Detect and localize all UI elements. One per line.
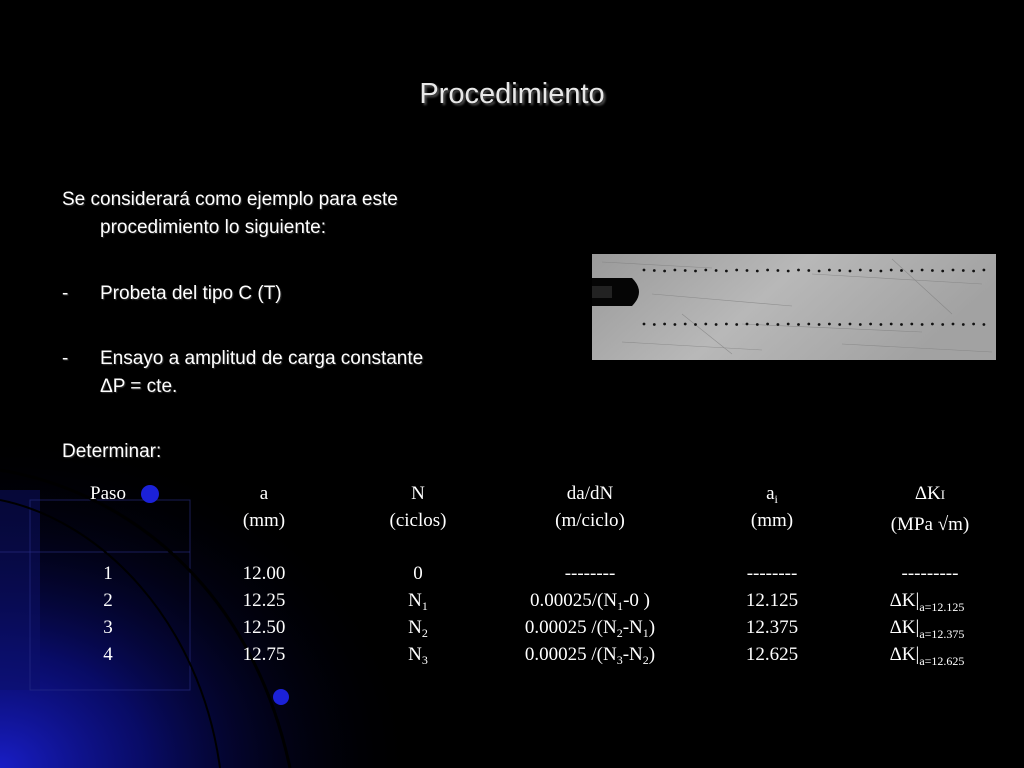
bullet-text: Ensayo a amplitud de carga constante — [100, 348, 424, 369]
specimen-hole-dot — [828, 323, 831, 326]
bullet-text-2: ΔP = cte. — [100, 376, 178, 397]
specimen-hole-dot — [684, 269, 687, 272]
specimen-hole-dot — [818, 323, 821, 326]
specimen-hole-dot — [890, 323, 893, 326]
specimen-hole-dot — [756, 323, 759, 326]
specimen-hole-dot — [859, 269, 862, 272]
specimen-hole-dot — [931, 323, 934, 326]
cell-a: 12.00 — [242, 563, 286, 584]
specimen-hole-dot — [849, 323, 852, 326]
cell-dk: $\Delta K|_{a=12.375}$ — [889, 617, 965, 641]
cell-n: $N_3$ — [408, 644, 428, 667]
cell-ai: -------- — [746, 563, 798, 584]
bullet-dash: - — [62, 283, 69, 304]
header-dk-unit: (MPa √m) — [890, 514, 970, 535]
specimen-hole-dot — [972, 270, 975, 273]
specimen-hole-dot — [962, 269, 965, 272]
specimen-photo — [592, 254, 996, 360]
intro-paragraph — [62, 186, 532, 242]
specimen-hole-dot — [725, 323, 728, 326]
specimen-hole-dot — [880, 270, 883, 273]
specimen-hole-dot — [643, 269, 646, 272]
specimen-hole-dot — [983, 323, 986, 326]
deco-dot — [273, 689, 289, 705]
header-paso: Paso — [90, 483, 126, 504]
specimen-hole-dot — [663, 270, 666, 273]
cell-dadn: 0.00025 $/(N_2-N_1)$ — [524, 617, 656, 640]
specimen-hole-dot — [694, 323, 697, 326]
cell-n: $N_1$ — [408, 590, 428, 613]
specimen-hole-dot — [880, 323, 883, 326]
specimen-hole-dot — [704, 269, 707, 272]
specimen-hole-dot — [725, 270, 728, 273]
specimen-hole-dot — [756, 270, 759, 273]
specimen-hole-dot — [849, 270, 852, 273]
specimen-hole-dot — [715, 323, 718, 326]
specimen-hole-dot — [684, 323, 687, 326]
specimen-hole-dot — [807, 269, 810, 272]
specimen-hole-dot — [941, 270, 944, 273]
cell-paso: 3 — [103, 617, 113, 638]
header-ai-unit: (mm) — [750, 510, 794, 531]
cell-dadn: 0.00025 $/(N_3-N_2)$ — [524, 644, 656, 667]
slide-title: Procedimiento — [419, 78, 605, 110]
cell-ai: 12.375 — [745, 617, 799, 638]
header-a: a — [259, 483, 269, 504]
specimen-hole-dot — [735, 269, 738, 272]
specimen-hole-dot — [869, 269, 872, 272]
header-dadn-unit: (m/ciclo) — [555, 510, 625, 531]
bullet-item — [62, 345, 532, 401]
bullet-item — [62, 280, 532, 308]
specimen-hole-dot — [797, 323, 800, 326]
cell-dk: --------- — [901, 563, 959, 584]
cell-dk: $\Delta K|_{a=12.125}$ — [889, 590, 965, 614]
specimen-hole-dot — [818, 270, 821, 273]
cell-n: 0 — [413, 563, 423, 584]
specimen-hole-dot — [766, 323, 769, 326]
specimen-hole-dot — [766, 269, 769, 272]
specimen-hole-dot — [941, 323, 944, 326]
cell-ai: 12.625 — [745, 644, 799, 665]
cell-dk: $\Delta K|_{a=12.625}$ — [889, 644, 965, 668]
specimen-hole-dot — [869, 323, 872, 326]
intro-line-2: procedimiento lo siguiente: — [100, 217, 327, 238]
specimen-hole-dot — [746, 323, 749, 326]
specimen-hole-dot — [674, 323, 677, 326]
cell-paso: 4 — [103, 644, 113, 665]
cell-paso: 1 — [103, 563, 113, 584]
cell-a: 12.75 — [242, 644, 286, 665]
bullet-text: Probeta del tipo C (T) — [100, 283, 282, 304]
header-dk: ΔKI — [914, 483, 946, 504]
specimen-hole-dot — [828, 269, 831, 272]
specimen-hole-dot — [962, 323, 965, 326]
specimen-hole-dot — [704, 323, 707, 326]
specimen-hole-dot — [777, 269, 780, 272]
specimen-hole-dot — [663, 323, 666, 326]
specimen-hole-dot — [983, 269, 986, 272]
specimen-hole-dot — [777, 323, 780, 326]
specimen-hole-dot — [952, 323, 955, 326]
specimen-hole-dot — [931, 269, 934, 272]
specimen-hole-dot — [746, 269, 749, 272]
specimen-hole-dot — [890, 269, 893, 272]
header-n-unit: (ciclos) — [389, 510, 447, 531]
specimen-hole-dot — [859, 323, 862, 326]
specimen-hole-dot — [838, 323, 841, 326]
specimen-hole-dot — [910, 270, 913, 273]
cell-dadn: $0.00025/(N_1-0$ ) — [530, 590, 650, 613]
specimen-hole-dot — [910, 323, 913, 326]
header-a-unit: (mm) — [242, 510, 286, 531]
specimen-hole-dot — [972, 323, 975, 326]
header-dadn: da/dN — [566, 483, 614, 504]
specimen-hole-dot — [787, 270, 790, 273]
specimen-hole-dot — [694, 270, 697, 273]
header-ai: $a_i$ — [766, 483, 778, 506]
specimen-hole-dot — [735, 323, 738, 326]
specimen-hole-dot — [900, 269, 903, 272]
specimen-hole-dot — [921, 269, 924, 272]
specimen-hole-dot — [900, 323, 903, 326]
specimen-hole-dot — [838, 269, 841, 272]
specimen-hole-dot — [653, 323, 656, 326]
specimen-hole-dot — [797, 269, 800, 272]
cell-ai: 12.125 — [745, 590, 799, 611]
specimen-hole-dot — [952, 269, 955, 272]
deco-dot — [141, 485, 159, 503]
specimen-hole-dot — [807, 323, 810, 326]
specimen-hole-dot — [674, 269, 677, 272]
intro-line-1: Se considerará como ejemplo para este — [62, 189, 398, 210]
cell-paso: 2 — [103, 590, 113, 611]
specimen-hole-dot — [921, 323, 924, 326]
header-n: N — [411, 483, 425, 504]
specimen-hole-dot — [715, 269, 718, 272]
cell-a: 12.25 — [242, 590, 286, 611]
cell-n: $N_2$ — [408, 617, 428, 640]
specimen-hole-dot — [653, 269, 656, 272]
bullet-dash: - — [62, 348, 69, 369]
determinar-label: Determinar: — [62, 441, 162, 462]
specimen-hole-dot — [643, 323, 646, 326]
cell-dadn: -------- — [564, 563, 616, 584]
cell-a: 12.50 — [242, 617, 286, 638]
specimen-hole-dot — [787, 323, 790, 326]
